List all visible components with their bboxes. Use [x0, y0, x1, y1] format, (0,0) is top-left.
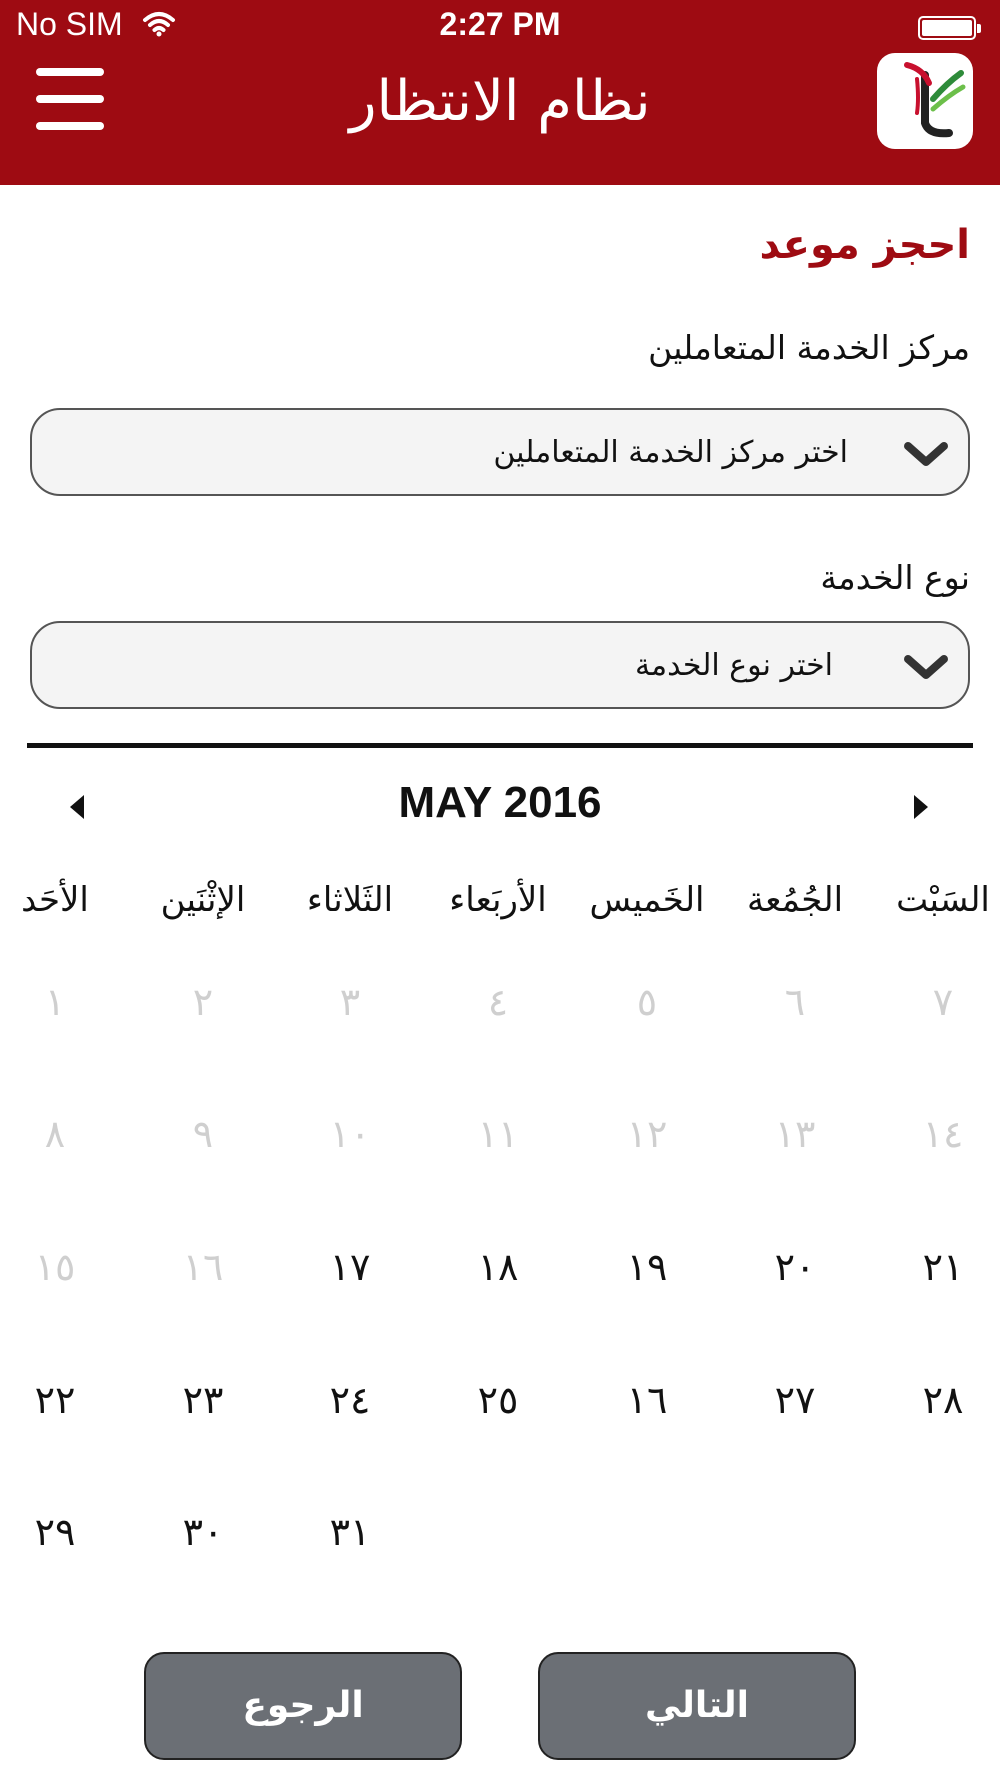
calendar-day[interactable]: ٢٣ [182, 1378, 224, 1422]
center-select-value: اختر مركز الخدمة المتعاملين [493, 435, 848, 470]
calendar-day[interactable]: ٢٤ [329, 1378, 371, 1422]
calendar-day: ١٥ [34, 1245, 76, 1289]
center-select[interactable] [30, 408, 970, 496]
weekday-label: السَبْت [896, 880, 990, 920]
menu-icon[interactable] [36, 66, 106, 132]
calendar-day[interactable]: ٢٥ [477, 1378, 519, 1422]
calendar-day[interactable]: ٢٢ [34, 1378, 76, 1422]
back-button[interactable]: الرجوع [144, 1652, 462, 1760]
weekday-label: الثَلاثاء [306, 880, 394, 920]
service-select-value: اختر نوع الخدمة [634, 648, 833, 683]
center-label: مركز الخدمة المتعاملين [648, 328, 970, 367]
calendar-day[interactable]: ٢١ [922, 1245, 964, 1289]
weekday-label: الأربَعاء [449, 880, 547, 920]
chevron-down-icon [900, 436, 952, 472]
prev-month-icon[interactable] [66, 792, 90, 822]
carrier-label: No SIM [16, 6, 123, 42]
calendar-day: ١ [44, 980, 66, 1024]
divider [27, 743, 973, 748]
calendar-day: ١١ [477, 1112, 519, 1156]
calendar-day[interactable]: ٢٩ [34, 1510, 76, 1554]
calendar-month-title: MAY 2016 [398, 778, 602, 827]
next-button[interactable]: التالي [538, 1652, 856, 1760]
status-time: 2:27 PM [439, 6, 561, 42]
next-month-icon[interactable] [908, 792, 932, 822]
calendar-day: ١٢ [626, 1112, 668, 1156]
calendar-day: ١٦ [182, 1245, 224, 1289]
weekday-label: الإثْنَين [160, 880, 246, 920]
weekday-label: الجُمُعة [746, 880, 844, 920]
page-title: نظام الانتظار [349, 69, 651, 134]
calendar-day: ١٠ [329, 1112, 371, 1156]
weekday-label: الخَميس [589, 880, 705, 920]
service-select[interactable] [30, 621, 970, 709]
chevron-down-icon [900, 649, 952, 685]
calendar-day[interactable]: ٣٠ [182, 1510, 224, 1554]
section-title: احجز موعد [759, 222, 970, 268]
app-header [0, 0, 1000, 185]
calendar-day: ٧ [932, 980, 954, 1024]
calendar-day: ٤ [487, 980, 509, 1024]
calendar-day: ٣ [339, 980, 361, 1024]
calendar-day[interactable]: ١٨ [477, 1245, 519, 1289]
calendar-day: ٢ [192, 980, 214, 1024]
calendar-day[interactable]: ٢٠ [774, 1245, 816, 1289]
calendar-day[interactable]: ٢٨ [922, 1378, 964, 1422]
calendar-day: ٦ [784, 980, 806, 1024]
calendar-day: ٥ [636, 980, 658, 1024]
app-logo [877, 53, 973, 149]
calendar-day[interactable]: ١٦ [626, 1378, 668, 1422]
calendar-day[interactable]: ١٧ [329, 1245, 371, 1289]
calendar-day[interactable]: ٢٧ [774, 1378, 816, 1422]
battery-icon [918, 16, 976, 40]
calendar-day: ١٣ [774, 1112, 816, 1156]
calendar-day: ٩ [192, 1112, 214, 1156]
calendar-day[interactable]: ١٩ [626, 1245, 668, 1289]
service-label: نوع الخدمة [820, 558, 970, 597]
calendar-day: ١٤ [922, 1112, 964, 1156]
calendar-day[interactable]: ٣١ [329, 1510, 371, 1554]
weekday-label: الأحَد [21, 880, 89, 920]
calendar-day: ٨ [44, 1112, 66, 1156]
